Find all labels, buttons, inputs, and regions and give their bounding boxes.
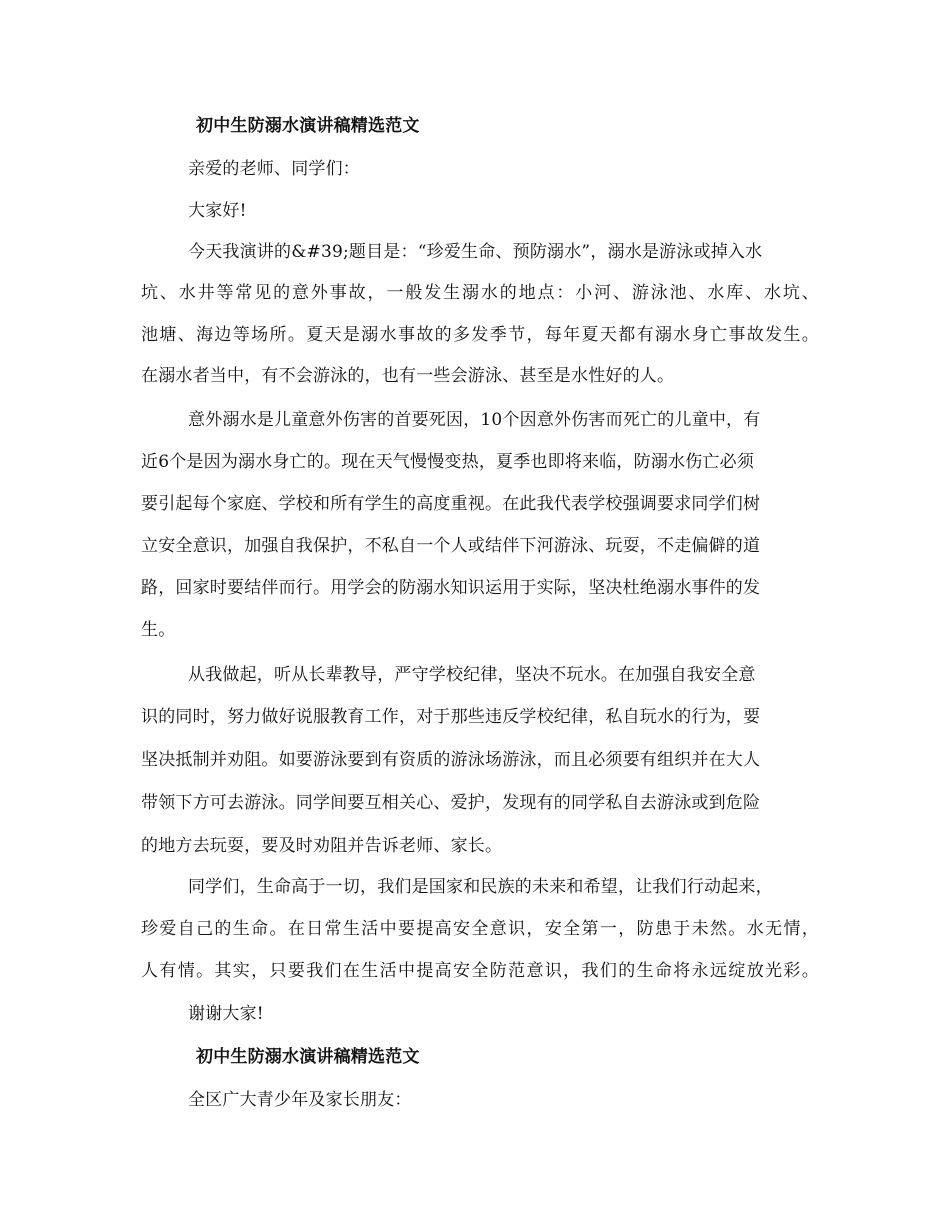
paragraph-line: 意外溺水是儿童意外伤害的首要死因，10个因意外伤害而死亡的儿童中，有 <box>188 410 761 430</box>
paragraph-line: 坑、水井等常见的意外事故，一般发生溺水的地点：小河、游泳池、水库、水坑、 <box>141 283 819 303</box>
paragraph-line: 带领下方可去游泳。同学间要互相关心、爱护，发现有的同学私自去游泳或到危险 <box>141 793 761 813</box>
paragraph-line: 同学们，生命高于一切，我们是国家和民族的未来和希望，让我们行动起来， <box>188 877 773 897</box>
section-title: 初中生防溺水演讲稿精选范文 <box>196 1047 420 1067</box>
paragraph-line: 珍爱自己的生命。在日常生活中要提高安全意识，安全第一，防患于未然。水无情， <box>141 919 819 939</box>
paragraph-line: 生。 <box>141 620 176 640</box>
paragraph-line: 立安全意识，加强自我保护，不私自一个人或结伴下河游泳、玩耍，不走偏僻的道 <box>141 536 761 556</box>
greeting: 亲爱的老师、同学们： <box>188 159 360 179</box>
paragraph-line: 要引起每个家庭、学校和所有学生的高度重视。在此我代表学校强调要求同学们树 <box>141 494 761 514</box>
paragraph-line: 路，回家时要结伴而行。用学会的防溺水知识运用于实际，坚决杜绝溺水事件的发 <box>141 578 761 598</box>
paragraph-line: 从我做起，听从长辈教导，严守学校纪律，坚决不玩水。在加强自我安全意 <box>188 665 756 685</box>
paragraph-line: 识的同时，努力做好说服教育工作，对于那些违反学校纪律，私自玩水的行为，要 <box>141 707 761 727</box>
paragraph-line: 今天我演讲的&#39;题目是：“珍爱生命、预防溺水”，溺水是游泳或掉入水 <box>188 242 763 262</box>
greeting: 全区广大青少年及家长朋友： <box>188 1090 412 1110</box>
paragraph-line: 近6个是因为溺水身亡的。现在天气慢慢变热，夏季也即将来临，防溺水伤亡必须 <box>141 452 755 472</box>
paragraph-line: 在溺水者当中，有不会游泳的，也有一些会游泳、甚至是水性好的人。 <box>141 366 675 386</box>
paragraph-line: 人有情。其实，只要我们在生活中提高安全防范意识，我们的生命将永远绽放光彩。 <box>141 961 819 981</box>
paragraph-line: 坚决抵制并劝阻。如要游泳要到有资质的游泳场游泳，而且必须要有组织并在大人 <box>141 750 761 770</box>
salutation: 大家好! <box>188 201 247 221</box>
paragraph-line: 池塘、海边等场所。夏天是溺水事故的多发季节，每年夏天都有溺水身亡事故发生。 <box>141 325 819 345</box>
closing-thanks: 谢谢大家! <box>188 1004 264 1024</box>
document-title: 初中生防溺水演讲稿精选范文 <box>196 116 420 136</box>
paragraph-line: 的地方去玩耍，要及时劝阻并告诉老师、家长。 <box>141 836 503 856</box>
